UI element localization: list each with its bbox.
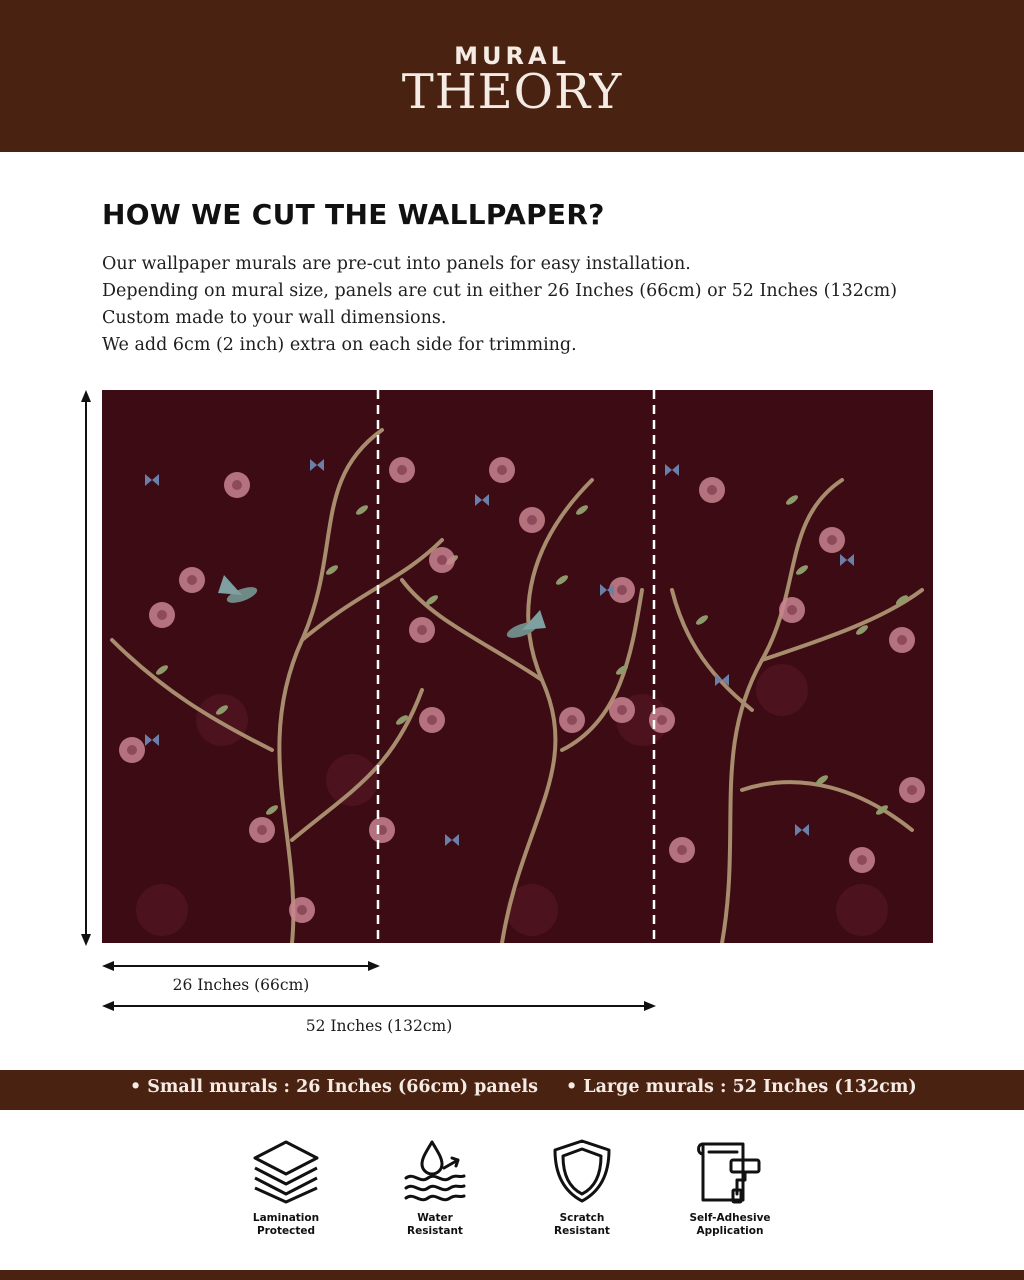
blossom-center <box>677 845 687 855</box>
butterfly <box>145 734 159 746</box>
blossom-center <box>187 575 197 585</box>
description-line: Custom made to your wall dimensions. <box>102 308 447 328</box>
branch <box>112 640 272 750</box>
large-panel-label: 52 Inches (132cm) <box>305 1017 453 1035</box>
blossom-center <box>617 585 627 595</box>
leaf <box>575 504 590 517</box>
blossom-center <box>397 465 407 475</box>
brand-logo-main: THEORY <box>401 64 623 120</box>
blossom-center <box>617 705 627 715</box>
blossom-center <box>437 555 447 565</box>
feature-water-resistant <box>365 1138 505 1238</box>
shadow-blossom <box>326 754 378 806</box>
feature-lamination <box>216 1138 356 1238</box>
brand-header <box>0 0 1024 152</box>
water-drop-icon <box>400 1138 470 1204</box>
butterfly <box>310 459 324 471</box>
feature-label-line: Scratch <box>559 1212 605 1224</box>
paint-roller-icon <box>695 1138 765 1204</box>
blossom-center <box>257 825 267 835</box>
mural-preview <box>102 390 933 943</box>
blossom-center <box>707 485 717 495</box>
shadow-blossom <box>836 884 888 936</box>
description-line: We add 6cm (2 inch) extra on each side for trimming. <box>102 335 577 355</box>
blossom-center <box>897 635 907 645</box>
butterfly <box>665 464 679 476</box>
leaf <box>555 574 570 587</box>
large-panel-arrow <box>102 998 656 1014</box>
leaf <box>265 804 280 817</box>
butterfly <box>840 554 854 566</box>
butterfly <box>445 834 459 846</box>
butterfly <box>795 824 809 836</box>
shadow-blossom <box>136 884 188 936</box>
blossom-center <box>232 480 242 490</box>
blossom-center <box>787 605 797 615</box>
footer-bar <box>0 1270 1024 1280</box>
blossom-center <box>527 515 537 525</box>
small-panel-label: 26 Inches (66cm) <box>172 976 310 994</box>
branch <box>672 590 752 710</box>
small-panel-arrow <box>102 958 380 974</box>
blossom-center <box>857 855 867 865</box>
leaf <box>695 614 710 627</box>
large-murals-note: • Large murals : 52 Inches (132cm) <box>566 1077 917 1097</box>
blossom-center <box>127 745 137 755</box>
brand-logo-top: MURAL <box>454 42 570 70</box>
feature-label-line: Resistant <box>554 1225 610 1237</box>
feature-label-line: Protected <box>256 1225 316 1237</box>
shield-icon <box>547 1138 617 1204</box>
leaf <box>325 564 340 577</box>
feature-label-line: Resistant <box>407 1225 463 1237</box>
blossom-center <box>417 625 427 635</box>
feature-label-line: Lamination <box>252 1212 320 1224</box>
floral-branches-illustration <box>102 390 933 943</box>
shadow-blossom <box>756 664 808 716</box>
blossom-center <box>427 715 437 725</box>
blossom-center <box>497 465 507 475</box>
feature-self-adhesive <box>660 1138 800 1238</box>
description-line: Depending on mural size, panels are cut in either 26 Inches (66cm) or 52 Inches (132cm) <box>102 281 898 301</box>
layers-icon <box>251 1138 321 1204</box>
blossom-center <box>907 785 917 795</box>
feature-scratch-resistant <box>512 1138 652 1238</box>
height-arrow <box>78 388 94 948</box>
page-title: HOW WE CUT THE WALLPAPER? <box>102 198 605 231</box>
blossom-center <box>827 535 837 545</box>
leaf <box>155 664 170 677</box>
small-murals-note: • Small murals : 26 Inches (66cm) panels <box>130 1077 539 1097</box>
blossom-center <box>567 715 577 725</box>
shadow-blossom <box>196 694 248 746</box>
panel-size-band <box>0 1070 1024 1110</box>
description <box>102 251 897 359</box>
blossom-center <box>157 610 167 620</box>
butterfly <box>600 584 614 596</box>
leaf <box>795 564 810 577</box>
hummingbird-wing <box>218 575 242 595</box>
feature-label-line: Self-Adhesive <box>689 1212 771 1224</box>
feature-label-line: Application <box>696 1225 764 1237</box>
feature-label-line: Water <box>417 1212 453 1224</box>
leaf <box>785 494 800 507</box>
butterfly <box>475 494 489 506</box>
description-line: Our wallpaper murals are pre-cut into panels for easy installation. <box>102 254 691 274</box>
leaf <box>355 504 370 517</box>
blossom-center <box>657 715 667 725</box>
butterfly <box>145 474 159 486</box>
hummingbird-wing <box>522 610 546 630</box>
blossom-center <box>297 905 307 915</box>
